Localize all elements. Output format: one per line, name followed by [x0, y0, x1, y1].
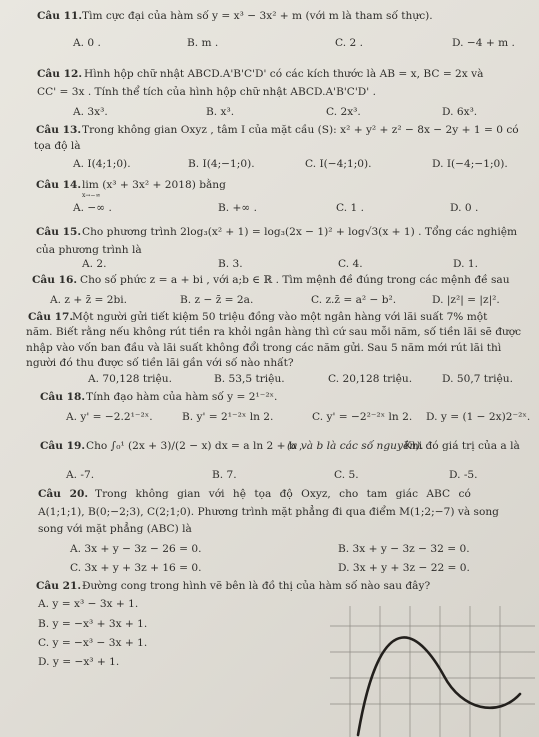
q19-label: Câu 19.	[40, 440, 86, 452]
q20-label: Câu 20.	[38, 488, 89, 500]
q21-option-c: C. y = −x³ − 3x + 1.	[38, 637, 148, 649]
q12-label: Câu 12.	[37, 68, 83, 80]
q21-option-b: B. y = −x³ + 3x + 1.	[38, 618, 148, 630]
q15-option-c: C. 4.	[338, 258, 363, 270]
q12-option-d: D. 6x³.	[442, 106, 478, 118]
q18-label: Câu 18.	[40, 391, 86, 403]
q14-stem: lim (x³ + 3x² + 2018) bằng	[82, 179, 226, 191]
q11-option-b: B. m .	[187, 37, 219, 49]
q17-stem-4: người đó thu được số tiền lãi gần với số nào nhất?	[26, 357, 294, 369]
q15-label: Câu 15.	[36, 226, 82, 238]
q17-option-c: C. 20,128 triệu.	[328, 373, 413, 385]
q16-label: Câu 16.	[32, 274, 78, 286]
q17-label: Câu 17.	[28, 311, 74, 323]
q11-option-d: D. −4 + m .	[452, 37, 515, 49]
q12-option-c: C. 2x³.	[326, 106, 361, 118]
q20-stem-3: song với mặt phẳng (ABC) là	[38, 523, 192, 535]
q13-stem-2: tọa độ là	[34, 140, 81, 152]
q13-option-d: D. I(−4;−1;0).	[432, 158, 508, 170]
q19-note: (a và b là các số nguyên).	[287, 440, 424, 452]
q13-option-c: C. I(−4;1;0).	[305, 158, 372, 170]
q15-option-a: A. 2.	[82, 258, 107, 270]
q21-option-a: A. y = x³ − 3x + 1.	[38, 598, 139, 610]
q14-label: Câu 14.	[36, 179, 82, 191]
q21-label: Câu 21.	[36, 580, 82, 592]
q20-stem-1: Trong không gian với hệ tọa độ Oxyz, cho tam giác ABC có	[95, 488, 471, 500]
q14-option-b: B. +∞ .	[218, 202, 257, 214]
q13-stem-1: Trong không gian Oxyz , tâm I của mặt cầu (S): x² + y² + z² − 8x − 2y + 1 = 0 có	[82, 124, 519, 136]
q12-stem-2: CC' = 3x . Tính thể tích của hình hộp chữ nhật ABCD.A'B'C'D' .	[37, 86, 376, 98]
q12-option-b: B. x³.	[206, 106, 235, 118]
q16-option-b: B. z − z̄ = 2a.	[180, 294, 254, 306]
q17-stem-1: Một người gửi tiết kiệm 50 triệu đồng vào một ngân hàng với lãi suất 7% một	[72, 311, 488, 323]
q16-option-a: A. z + z̄ = 2bi.	[50, 294, 128, 306]
q18-stem: Tính đạo hàm của hàm số y = 2¹⁻²ˣ.	[86, 391, 278, 403]
q15-stem-1: Cho phương trình 2log₃(x² + 1) = log₃(2x − 1)² + log√3(x + 1) . Tổng các nghiệm	[82, 226, 518, 238]
q17-stem-3: nhập vào vốn ban đầu và lãi suất không đổi trong các năm gửi. Sau 5 năm mới rút lãi thì	[26, 342, 502, 354]
q19-option-b: B. 7.	[212, 469, 237, 481]
q18-option-b: B. y' = 2¹⁻²ˣ ln 2.	[182, 411, 274, 423]
q19-option-d: D. -5.	[449, 469, 478, 481]
q17-option-a: A. 70,128 triệu.	[88, 373, 172, 385]
q11-option-c: C. 2 .	[335, 37, 363, 49]
q18-option-d: D. y = (1 − 2x)2⁻²ˣ.	[426, 411, 531, 423]
q21-graph	[330, 606, 535, 737]
exam-page: Câu 11. Tìm cực đại của hàm số y = x³ − 3x² + m (với m là tham số thực). A. 0 . B. m . C. 2 . D. −4 + m . Câu 12. Hình hộp chữ nhật ABCD.A'B'C'D' có các kích thước là AB = x, BC = 2x và CC' = 3x . Tính thể tích của hình hộp chữ nhật ABCD.A'B'C'D' . A. 3x³. B. x³. C. 2x³. D. 6x³. Câu 13. Trong không gian Oxyz , tâm I của mặt cầu (S): x² + y² + z² − 8x − 2y + 1 = 0 có tọa độ là A. I(4;1;0). B. I(4;−1;0). C. I(−4;1;0). D. I(−4;−1;0). Câu 14. lim (x³ + 3x² + 2018) bằng x→−∞ A. −∞ . B. +∞ . C. 1 . D. 0 . Câu 15. Cho phương trình 2log₃(x² + 1) = log₃(2x − 1)² + log√3(x + 1) . Tổng các nghiệm của phương trình là A. 2. B. 3. C. 4. D. 1. Câu 16. Cho số phức z = a + bi , với a;b ∈ ℝ . Tìm mệnh đề đúng trong các mệnh đề sau A. z + z̄ = 2bi. B. z − z̄ = 2a. C. z.z̄ = a² − b². D. |z²| = |z|². Câu 17. Một người gửi tiết kiệm 50 triệu đồng vào một ngân hàng với lãi suất 7% một năm. Biết rằng nếu không rút tiền ra khỏi ngân hàng thì cứ sau mỗi năm, số tiền lãi sẽ được nhập vào vốn ban đầu và lãi suất không đổi trong các năm gửi. Sau 5 năm mới rút lãi thì người đó thu được số tiền lãi gần với số nào nhất? A. 70,128 triệu. B. 53,5 triệu. C. 20,128 triệu. D. 50,7 triệu. Câu 18. Tính đạo hàm của hàm số y = 2¹⁻²ˣ. A. y' = −2.2¹⁻²ˣ. B. y' = 2¹⁻²ˣ ln 2. C. y' = −2²⁻²ˣ ln 2. D. y = (1 − 2x)2⁻²ˣ. Câu 19. Cho ∫₀¹ (2x + 3)/(2 − x) dx = a ln 2 + b , (a và b là các số nguyên). Khi đó giá trị của a là A. -7. B. 7. C. 5. D. -5. Câu 20. Trong không gian với hệ tọa độ Oxyz, cho tam giác ABC có A(1;1;1), B(0;−2;3), C(2;1;0). Phương trình mặt phẳng đi qua điểm M(1;2;−7) và song song với mặt phẳng (ABC) là A. 3x + y − 3z − 26 = 0. B. 3x + y − 3z − 32 = 0. C. 3x + y + 3z + 16 = 0. D. 3x + y + 3z − 22 = 0. Câu 21. Đường cong trong hình vẽ bên là đồ thị của hàm số nào sau đây? A. y = x³ − 3x + 1. B. y = −x³ + 3x + 1. C. y = −x³ − 3x + 1. D. y = −x³ + 1.	[0, 0, 539, 737]
q19-option-c: C. 5.	[334, 469, 359, 481]
q20-stem-2: A(1;1;1), B(0;−2;3), C(2;1;0). Phương trình mặt phẳng đi qua điểm M(1;2;−7) và song	[38, 506, 499, 518]
q11-stem: Tìm cực đại của hàm số y = x³ − 3x² + m (với m là tham số thực).	[82, 10, 433, 22]
q12-option-a: A. 3x³.	[73, 106, 108, 118]
q21-stem: Đường cong trong hình vẽ bên là đồ thị của hàm số nào sau đây?	[82, 580, 431, 592]
q14-option-c: C. 1 .	[336, 202, 364, 214]
q19-option-a: A. -7.	[66, 469, 95, 481]
q17-stem-2: năm. Biết rằng nếu không rút tiền ra khỏi ngân hàng thì cứ sau mỗi năm, số tiền lãi sẽ được	[26, 326, 522, 338]
q15-stem-2: của phương trình là	[36, 244, 142, 256]
q16-option-d: D. |z²| = |z|².	[432, 294, 500, 306]
q19-tail: Khi đó giá trị của a là	[404, 440, 520, 452]
q17-option-b: B. 53,5 triệu.	[214, 373, 285, 385]
q20-option-a: A. 3x + y − 3z − 26 = 0.	[70, 543, 202, 555]
q20-option-d: D. 3x + y + 3z − 22 = 0.	[338, 562, 470, 574]
q11-label: Câu 11.	[37, 10, 83, 22]
q18-option-c: C. y' = −2²⁻²ˣ ln 2.	[312, 411, 413, 423]
q20-option-c: C. 3x + y + 3z + 16 = 0.	[70, 562, 202, 574]
q13-option-a: A. I(4;1;0).	[73, 158, 131, 170]
q13-option-b: B. I(4;−1;0).	[188, 158, 255, 170]
q13-label: Câu 13.	[36, 124, 82, 136]
q16-stem: Cho số phức z = a + bi , với a;b ∈ ℝ . Tìm mệnh đề đúng trong các mệnh đề sau	[80, 274, 510, 286]
q14-option-d: D. 0 .	[450, 202, 479, 214]
q17-option-d: D. 50,7 triệu.	[442, 373, 513, 385]
q21-option-d: D. y = −x³ + 1.	[38, 656, 120, 668]
q16-option-c: C. z.z̄ = a² − b².	[311, 294, 397, 306]
q18-option-a: A. y' = −2.2¹⁻²ˣ.	[66, 411, 153, 423]
q20-option-b: B. 3x + y − 3z − 32 = 0.	[338, 543, 470, 555]
q19-stem: Cho ∫₀¹ (2x + 3)/(2 − x) dx = a ln 2 + b ,	[86, 440, 303, 452]
q14-option-a: A. −∞ .	[73, 202, 112, 214]
q11-option-a: A. 0 .	[73, 37, 101, 49]
q12-stem-1: Hình hộp chữ nhật ABCD.A'B'C'D' có các kích thước là AB = x, BC = 2x và	[84, 68, 484, 80]
q15-option-b: B. 3.	[218, 258, 243, 270]
q15-option-d: D. 1.	[453, 258, 478, 270]
